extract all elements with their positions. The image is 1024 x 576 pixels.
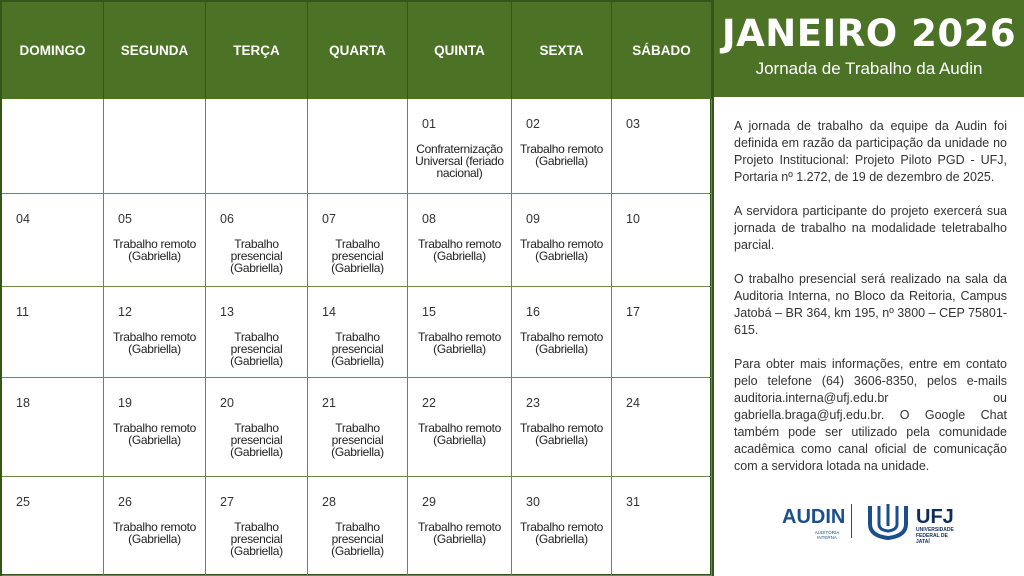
- day-event: Trabalho remoto (Gabriella): [112, 520, 197, 546]
- day-event: Trabalho presencial (Gabriella): [331, 330, 384, 368]
- day-event: Trabalho remoto (Gabriella): [417, 421, 502, 447]
- day-cell: [104, 194, 206, 287]
- day-cell: [512, 99, 612, 194]
- day-number: 20: [220, 396, 234, 410]
- day-cell: [308, 194, 408, 287]
- day-event: Trabalho remoto (Gabriella): [519, 520, 604, 546]
- day-number: 23: [526, 396, 540, 410]
- day-cell: [308, 287, 408, 378]
- ufj-emblem-icon: [866, 502, 910, 540]
- weekday-header-1: SEGUNDA: [104, 2, 206, 99]
- day-event: Trabalho presencial (Gabriella): [331, 520, 384, 558]
- logo-divider: [851, 504, 852, 538]
- day-cell: [2, 99, 104, 194]
- day-cell: [612, 194, 712, 287]
- day-number: 11: [16, 305, 29, 319]
- day-cell: [612, 477, 712, 576]
- day-event: Trabalho remoto (Gabriella): [417, 520, 502, 546]
- day-number: 30: [526, 495, 540, 509]
- day-cell: [206, 477, 308, 576]
- day-event: Trabalho presencial (Gabriella): [331, 237, 384, 275]
- calendar-subtitle: Jornada de Trabalho da Audin: [755, 59, 983, 78]
- logos: [778, 500, 978, 545]
- weekday-header-4: QUINTA: [408, 2, 512, 99]
- day-number: 21: [322, 396, 336, 410]
- day-number: 02: [526, 117, 540, 131]
- day-event: Trabalho remoto (Gabriella): [519, 142, 604, 168]
- day-cell: [408, 194, 512, 287]
- day-cell: [612, 99, 712, 194]
- day-event: Trabalho remoto (Gabriella): [112, 330, 197, 356]
- info-paragraph-2: A servidora participante do projeto exercerá sua jornada de trabalho na modalidade teletrabalho parcial.: [734, 204, 1007, 252]
- day-cell: [512, 194, 612, 287]
- day-number: 13: [220, 305, 234, 319]
- weekday-header-6: SÁBADO: [612, 2, 712, 99]
- day-cell: [308, 99, 408, 194]
- day-event: Trabalho presencial (Gabriella): [331, 421, 384, 459]
- day-cell: [104, 99, 206, 194]
- info-text: [734, 118, 1007, 475]
- day-event: Trabalho remoto (Gabriella): [417, 330, 502, 356]
- day-number: 24: [626, 396, 640, 410]
- day-number: 17: [626, 305, 640, 319]
- day-number: 15: [422, 305, 436, 319]
- day-event: Trabalho remoto (Gabriella): [112, 421, 197, 447]
- day-cell: [408, 287, 512, 378]
- day-number: 01: [422, 117, 436, 131]
- day-cell: [612, 378, 712, 477]
- day-cell: [408, 378, 512, 477]
- day-cell: [104, 287, 206, 378]
- day-cell: [408, 99, 512, 194]
- day-event: Trabalho presencial (Gabriella): [230, 330, 283, 368]
- audin-logo-subtitle: AUDITORIA INTERNA: [814, 530, 840, 540]
- day-event: Trabalho presencial (Gabriella): [230, 520, 283, 558]
- day-number: 19: [118, 396, 132, 410]
- day-event: Trabalho presencial (Gabriella): [230, 421, 283, 459]
- weekday-header-3: QUARTA: [308, 2, 408, 99]
- info-paragraph-4: Para obter mais informações, entre em contato pelo telefone (64) 3606-8350, pelos e-mails auditoria.interna@ufj.edu.br ou gabriella.braga@ufj.edu.br. O Google Chat também pode ser utilizado pela comunidade acadêmica como canal oficial de comunicação com a servidora lotada na unidade.: [734, 357, 1007, 473]
- day-number: 12: [118, 305, 132, 319]
- day-event: Confraternização Universal (feriado nacional): [415, 142, 504, 180]
- day-number: 26: [118, 495, 132, 509]
- day-number: 25: [16, 495, 30, 509]
- day-number: 28: [322, 495, 336, 509]
- day-cell: [512, 378, 612, 477]
- weekday-header-2: TERÇA: [206, 2, 308, 99]
- day-cell: [2, 477, 104, 576]
- day-number: 31: [626, 495, 640, 509]
- month-title: JANEIRO 2026: [721, 12, 1017, 55]
- day-number: 10: [626, 212, 640, 226]
- info-panel: [712, 0, 1024, 576]
- day-event: Trabalho presencial (Gabriella): [230, 237, 283, 275]
- day-event: Trabalho remoto (Gabriella): [519, 421, 604, 447]
- day-number: 06: [220, 212, 234, 226]
- day-cell: [206, 194, 308, 287]
- weekday-header-0: DOMINGO: [2, 2, 104, 99]
- day-number: 05: [118, 212, 132, 226]
- info-paragraph-1: A jornada de trabalho da equipe da Audin foi definida em razão da participação da unidade no Projeto Institucional: Projeto Piloto PGD - UFJ, Portaria nº 1.272, de 19 de dezembro de 2025.: [734, 119, 1007, 184]
- day-cell: [206, 99, 308, 194]
- day-number: 09: [526, 212, 540, 226]
- day-number: 18: [16, 396, 30, 410]
- ufj-logo-subtitle: UNIVERSIDADE FEDERAL DE JATAÍ: [916, 527, 954, 545]
- day-number: 07: [322, 212, 336, 226]
- day-number: 27: [220, 495, 234, 509]
- day-cell: [408, 477, 512, 576]
- day-event: Trabalho remoto (Gabriella): [519, 330, 604, 356]
- day-cell: [104, 378, 206, 477]
- day-event: Trabalho remoto (Gabriella): [417, 237, 502, 263]
- day-number: 22: [422, 396, 436, 410]
- day-event: Trabalho remoto (Gabriella): [112, 237, 197, 263]
- day-number: 08: [422, 212, 436, 226]
- day-cell: [512, 287, 612, 378]
- day-cell: [308, 477, 408, 576]
- day-cell: [2, 287, 104, 378]
- day-cell: [308, 378, 408, 477]
- day-cell: [2, 378, 104, 477]
- day-number: 14: [322, 305, 336, 319]
- day-number: 03: [626, 117, 640, 131]
- day-cell: [2, 194, 104, 287]
- day-cell: [104, 477, 206, 576]
- audin-logo: AUDIN: [782, 506, 846, 528]
- day-cell: [206, 287, 308, 378]
- day-cell: [512, 477, 612, 576]
- day-number: 16: [526, 305, 540, 319]
- day-event: Trabalho remoto (Gabriella): [519, 237, 604, 263]
- weekday-header-5: SEXTA: [512, 2, 612, 99]
- ufj-logo: UFJ: [916, 506, 954, 528]
- day-cell: [612, 287, 712, 378]
- panel-header: [714, 0, 1024, 97]
- info-paragraph-3: O trabalho presencial será realizado na sala da Auditoria Interna, no Bloco da Reitoria, Campus Jatobá – BR 364, km 195, nº 3800 – CEP 75801-615.: [734, 272, 1007, 337]
- day-number: 04: [16, 212, 30, 226]
- day-number: 29: [422, 495, 436, 509]
- day-cell: [206, 378, 308, 477]
